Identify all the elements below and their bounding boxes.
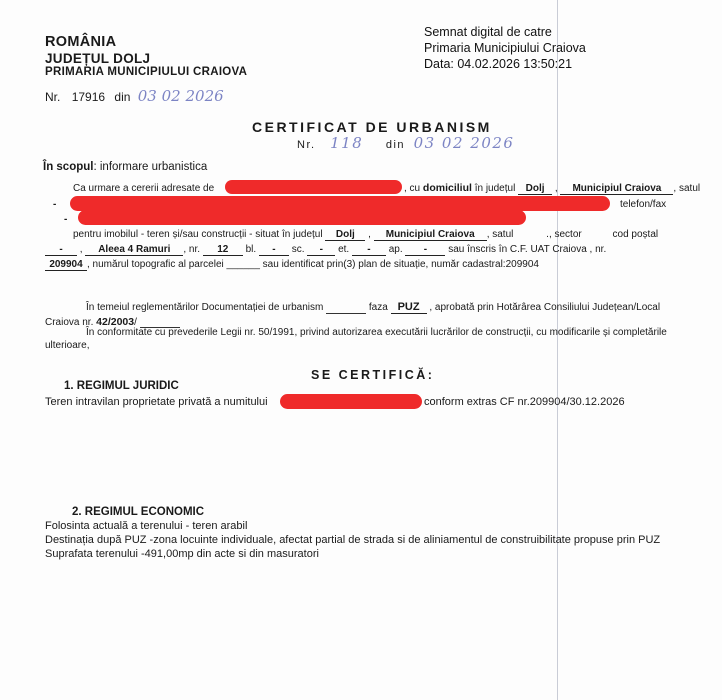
regulations-line-4: ulterioare, xyxy=(45,340,90,351)
registration-number: 17916 xyxy=(71,90,106,104)
scope-label: În scopul xyxy=(43,161,94,173)
documentation-blank xyxy=(326,313,366,314)
judet-label: în județul xyxy=(474,183,516,194)
din-label: din xyxy=(114,90,131,104)
ap-value: - xyxy=(405,244,445,256)
cf-label: sau înscris în C.F. UAT Craiova , nr. xyxy=(448,244,607,255)
cf-value: 209904 xyxy=(45,259,87,271)
ap-label: ap. xyxy=(388,244,403,255)
cert-nr-label: Nr. xyxy=(297,139,316,151)
regim-economic-line-2: Destinația după PUZ -zona locuinte individuale, afectat partial de strada si de aliniamentul de construibilitate propuse prin PUZ xyxy=(45,534,661,546)
bl-value: - xyxy=(259,244,289,256)
regim-juridic-text-a: Teren intravilan proprietate privată a numitului xyxy=(45,396,268,408)
sc-label: sc. xyxy=(291,244,305,255)
registration-date: 03 02 2026 xyxy=(137,87,224,105)
nr-label: Nr. xyxy=(45,90,61,104)
judet2-value: Dolj xyxy=(325,229,365,241)
regulations-line-1 xyxy=(86,301,660,314)
registration-line xyxy=(45,87,224,105)
sc-value: - xyxy=(307,244,335,256)
regim-economic-line-3: Suprafata terenului -491,00mp din acte si din masuratori xyxy=(45,548,319,560)
redacted-address xyxy=(70,196,610,211)
request-cu: , cu xyxy=(404,183,421,194)
regulations-intro: În temeiul reglementărilor Documentației de urbanism xyxy=(86,302,324,313)
se-certifica-heading: SE CERTIFICĂ: xyxy=(311,368,435,382)
municipiu2-value: Municipiul Craiova xyxy=(374,229,487,241)
redacted-name xyxy=(225,180,402,194)
regim-juridic-heading: 1. REGIMUL JURIDIC xyxy=(64,380,179,392)
request-line-3: pentru imobilul - teren și/sau construcții - situat în județul Dolj , Municipiul Craiova , satul ., sector cod poștal xyxy=(73,229,659,240)
redacted-phone xyxy=(78,210,526,225)
regim-juridic-text-b: conform extras CF nr.209904/30.12.2026 xyxy=(424,396,625,408)
certificate-number-line xyxy=(297,134,514,152)
hotarare-text: , aprobată prin Hotărârea Consiliului Județean/Local xyxy=(429,302,661,313)
street-nr-value: 12 xyxy=(203,244,243,256)
cert-date: 03 02 2026 xyxy=(413,134,515,152)
municipiu-value: Municipiul Craiova xyxy=(560,183,673,195)
street-value: Aleea 4 Ramuri xyxy=(85,244,183,256)
signature-date: Data: 04.02.2026 13:50:21 xyxy=(424,57,573,71)
scope-line xyxy=(43,161,207,173)
country-label: ROMÂNIA xyxy=(45,34,117,50)
street-nr-label: , nr. xyxy=(183,244,201,255)
satul-label: , satul xyxy=(673,183,701,194)
et-label: et. xyxy=(338,244,350,255)
signature-line-1: Semnat digital de catre xyxy=(424,25,552,39)
redacted-owner-name xyxy=(280,394,422,409)
domiciliu-label: domiciliul xyxy=(422,182,472,194)
faza-value: PUZ xyxy=(391,301,427,314)
request-line-1-a: Ca urmare a cererii adresate de xyxy=(73,183,215,194)
request-line-4: - , Aleea 4 Ramuri , nr. 12 bl. - sc. - et. - ap. - sau înscris în C.F. UAT Craiova , nr. xyxy=(45,244,606,256)
request-dash-1: - xyxy=(53,199,57,210)
judet-value: Dolj xyxy=(518,183,552,195)
cadastral-text: , numărul topografic al parcelei ______ sau identificat prin(3) plan de situație, număr cadastral:209904 xyxy=(87,259,539,270)
signature-line-2: Primaria Municipiului Craiova xyxy=(424,41,586,55)
authority-label: PRIMARIA MUNICIPIULUI CRAIOVA xyxy=(45,66,248,78)
cod-postal-label: cod poștal xyxy=(612,229,659,240)
document-title: CERTIFICAT DE URBANISM xyxy=(252,119,492,135)
request-line-1-b: , cu domiciliul în județul Dolj , Municipiul Craiova , satul xyxy=(404,182,701,194)
hcl-label: Craiova nr. xyxy=(45,317,94,328)
regim-economic-line-1: Folosinta actuală a terenului - teren arabil xyxy=(45,520,248,532)
hcl-value: 42/2003 xyxy=(96,316,135,328)
imobil-label: pentru imobilul - teren și/sau construcții - situat în județul xyxy=(73,229,323,240)
bl-label: bl. xyxy=(245,244,257,255)
regulations-line-3: În conformitate cu prevederile Legii nr. 50/1991, privind autorizarea executării lucrărilor de construcții, cu modificarile și completările xyxy=(86,327,667,338)
et-value: - xyxy=(352,244,386,256)
regim-economic-heading: 2. REGIMUL ECONOMIC xyxy=(72,506,205,518)
scan-fold-line xyxy=(557,0,558,700)
sector-label: , sector xyxy=(548,229,582,240)
request-dash-2: - xyxy=(64,214,68,225)
cert-din-label: din xyxy=(385,139,406,151)
county-label: JUDEȚUL DOLJ xyxy=(45,51,151,66)
satul2-label: , satul xyxy=(486,229,514,240)
scope-value: : informare urbanistica xyxy=(93,161,208,173)
satul2-value: . xyxy=(546,229,549,240)
request-line-5 xyxy=(45,259,539,271)
faza-label: faza xyxy=(368,302,388,313)
cert-number: 118 xyxy=(330,134,364,152)
cod-postal-value: - xyxy=(45,244,77,256)
hcl-slash: / xyxy=(134,317,137,328)
telefon-label: telefon/fax xyxy=(620,199,667,210)
